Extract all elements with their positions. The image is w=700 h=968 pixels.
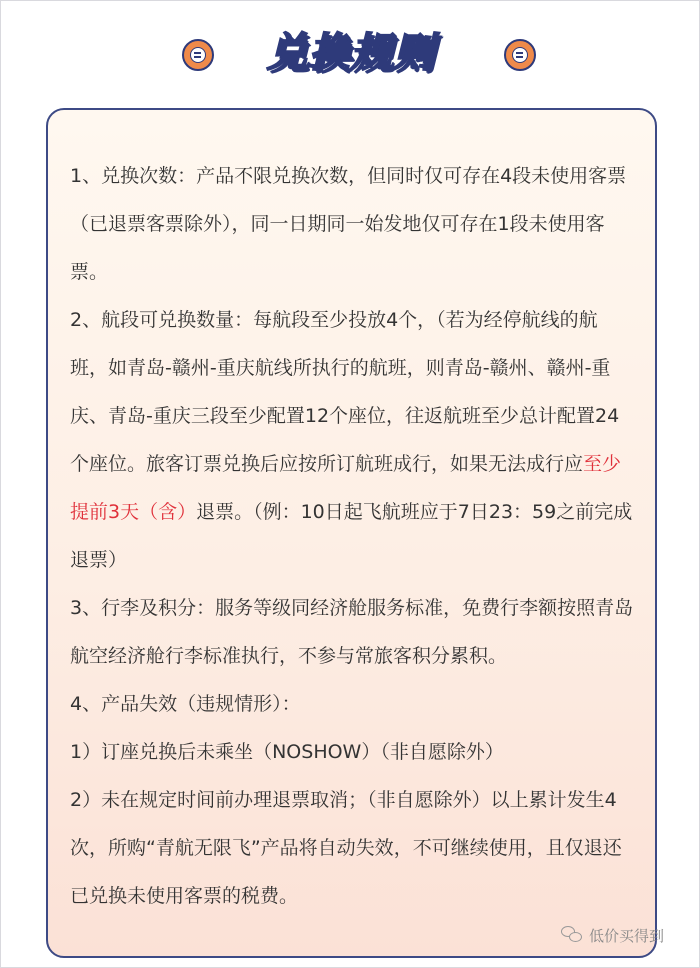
rule-segment-text: 2、航段可兑换数量：每航段至少投放4个，（若为经停航线的航班，如青岛-赣州-重庆航线所执行的航班，则青岛-赣州、赣州-重庆、青岛-重庆三段至少配置12个座位，往返航班至少总计配置24个座位。旅客订票兑换后应按所订航班成行，如果无法成行应 <box>70 309 620 475</box>
header <box>1 23 700 87</box>
rules-content <box>70 152 635 920</box>
rule-exchange-count: 1、兑换次数：产品不限兑换次数，但同时仅可存在4段未使用客票（已退票客票除外），同一日期同一始发地仅可存在1段未使用客票。 <box>70 165 627 283</box>
rule-segment-quantity <box>70 296 635 584</box>
watermark-text: 低价买得到 <box>589 926 665 945</box>
wechat-icon <box>561 926 583 944</box>
refund-deadline-highlight: 至少提前3天（含） <box>70 453 622 523</box>
menu-badge-icon <box>504 39 536 71</box>
rules-card <box>46 108 657 958</box>
rule-invalidation-heading: 4、产品失效（违规情形）： <box>70 693 301 715</box>
rule-late-refund: 2）未在规定时间前办理退票取消；（非自愿除外）以上累计发生4次，所购“青航无限飞”产品将自动失效，不可继续使用，且仅退还已兑换未使用客票的税费。 <box>70 789 622 907</box>
menu-badge-icon <box>182 39 214 71</box>
rule-segment-text-end: 退票。（例：10日起飞航班应于7日23：59之前完成退票） <box>70 501 633 571</box>
watermark <box>561 923 664 947</box>
rule-baggage-points: 3、行李及积分：服务等级同经济舱服务标准，免费行李额按照青岛航空经济舱行李标准执行，不参与常旅客积分累积。 <box>70 597 634 667</box>
rule-noshow: 1）订座兑换后未乘坐（NOSHOW）（非自愿除外） <box>70 741 504 763</box>
page-title: 兑换规则 <box>267 30 435 76</box>
